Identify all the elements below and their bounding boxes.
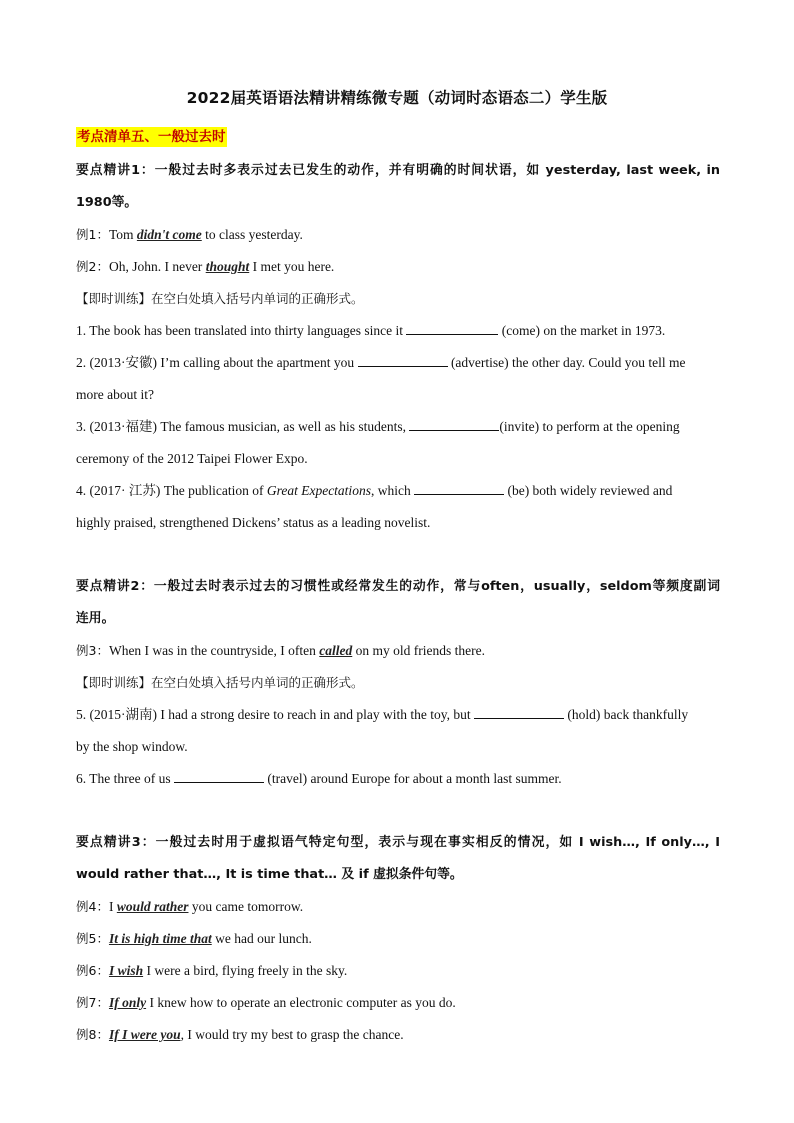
page-title: 2022届英语语法精讲精练微专题（动词时态语态二）学生版 (186, 89, 608, 107)
question-1: 1. The book has been translated into thirty languages since it (come) on the market in 1973. (76, 323, 666, 338)
question-3: 3. (2013·福建) The famous musician, as well as his students, (invite) to perform at the opening (76, 419, 680, 434)
answer-blank-1[interactable] (406, 322, 498, 335)
answer-blank-5[interactable] (474, 706, 564, 719)
example-6-answer: I wish (108, 963, 144, 978)
drill-instruction: 【即时训练】在空白处填入括号内单词的正确形式。 (76, 291, 364, 306)
question-5-line2: by the shop window. (76, 739, 188, 754)
example-3: 例3：When I was in the countryside, I often called on my old friends there. (76, 643, 485, 658)
point3-line1: 要点精讲3：一般过去时用于虚拟语气特定句型，表示与现在事实相反的情况，如 I wish…, If only…, I (76, 835, 720, 850)
question-4: 4. (2017· 江苏) The publication of Great Expectations, which (be) both widely reviewed and (76, 483, 673, 498)
example-8: 例8：If I were you, I would try my best to grasp the chance. (76, 1027, 404, 1042)
question-2-line2: more about it? (76, 387, 154, 402)
answer-blank-3[interactable] (409, 418, 499, 431)
example-4-answer: would rather (116, 899, 189, 914)
point3-line2: would rather that…, It is time that… 及 if 虚拟条件句等。 (76, 867, 463, 882)
example-2: 例2：Oh, John. I never thought I met you here. (76, 259, 335, 274)
example-1: 例1：Tom didn't come to class yesterday. (76, 227, 303, 242)
question-4-line2: highly praised, strengthened Dickens’ status as a leading novelist. (76, 515, 431, 530)
point1-line2: 1980等。 (76, 195, 138, 210)
answer-blank-6[interactable] (174, 770, 264, 783)
example-7: 例7：If only I knew how to operate an electronic computer as you do. (76, 995, 456, 1010)
point1-line1: 要点精讲1：一般过去时多表示过去已发生的动作，并有明确的时间状语，如 yesterday, last week, in (76, 163, 720, 178)
example-1-answer: didn't come (136, 227, 202, 242)
answer-blank-2[interactable] (358, 354, 448, 367)
section-heading: 考点清单五、一般过去时 (77, 129, 226, 145)
example-7-answer: If only (108, 995, 147, 1010)
drill-instruction-2: 【即时训练】在空白处填入括号内单词的正确形式。 (76, 675, 364, 690)
point2-line2: 连用。 (76, 611, 115, 626)
example-5-answer: It is high time that (108, 931, 212, 946)
example-4: 例4：I would rather you came tomorrow. (76, 899, 304, 914)
question-5: 5. (2015·湖南) I had a strong desire to reach in and play with the toy, but (hold) back thankfully (76, 707, 689, 722)
example-3-answer: called (319, 643, 353, 658)
question-6: 6. The three of us (travel) around Europe for about a month last summer. (76, 771, 562, 786)
example-8-answer: If I were you (108, 1027, 181, 1042)
example-6: 例6：I wish I were a bird, flying freely in the sky. (76, 963, 348, 978)
question-3-line2: ceremony of the 2012 Taipei Flower Expo. (76, 451, 308, 466)
example-2-answer: thought (205, 259, 250, 274)
example-5: 例5：It is high time that we had our lunch. (76, 931, 312, 946)
answer-blank-4[interactable] (414, 482, 504, 495)
question-2: 2. (2013·安徽) I’m calling about the apartment you (advertise) the other day. Could you tell me (76, 355, 686, 370)
point2-line1: 要点精讲2：一般过去时表示过去的习惯性或经常发生的动作，常与often，usually，seldom等频度副词 (76, 579, 720, 594)
